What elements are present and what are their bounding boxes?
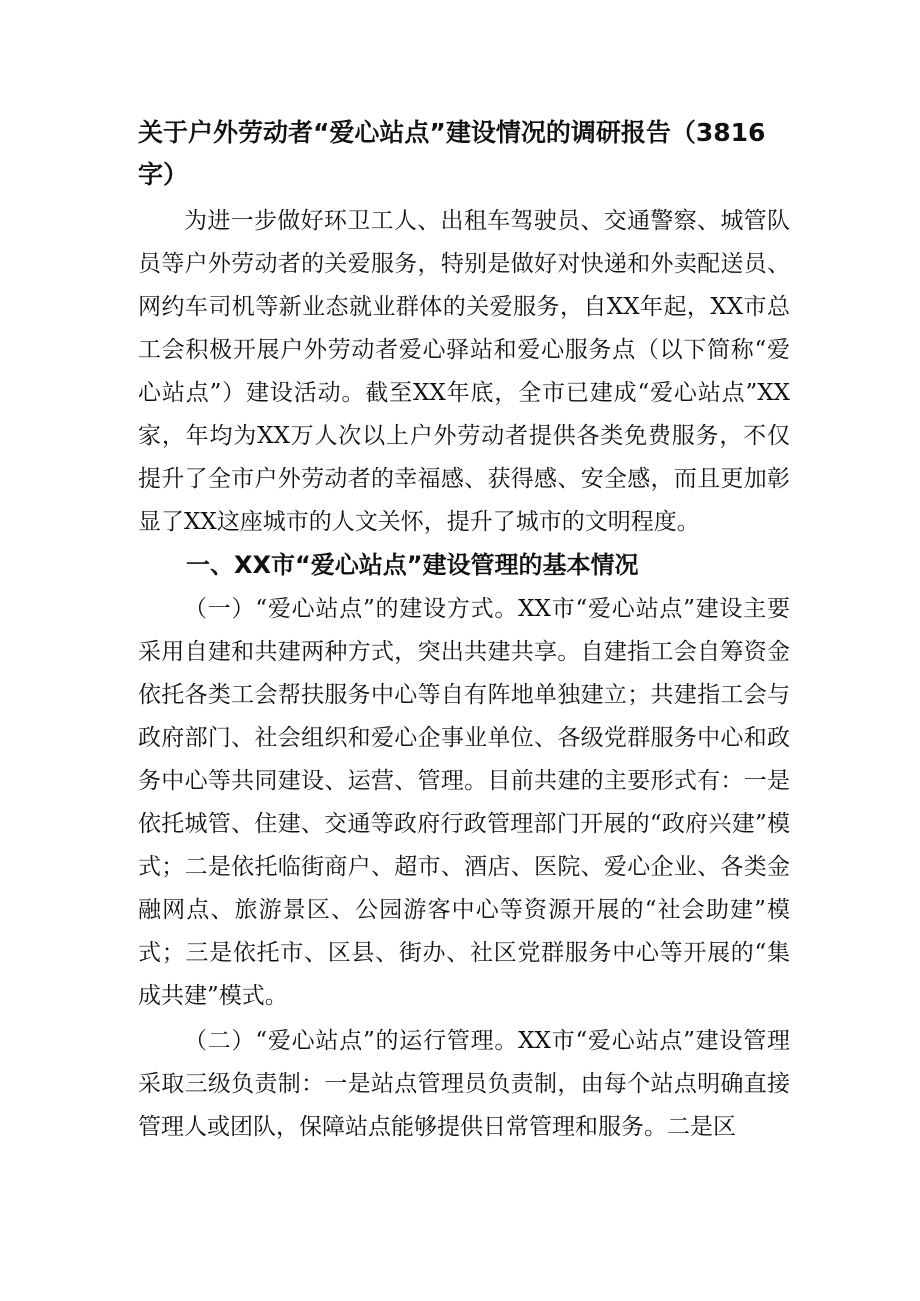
section-heading: 一、XX市“爱心站点”建设管理的基本情况 [186, 551, 639, 579]
section-paragraph-management: （二）“爱心站点”的运行管理。XX市“爱心站点”建设管理采取三级负责制：一是站点管理员负责制，由每个站点明确直接管理人或团队，保障站点能够提供日常管理和服务。二是区 [138, 1028, 790, 1140]
document-title: 关于户外劳动者“爱心站点”建设情况的调研报告（3816字） [138, 118, 766, 189]
intro-paragraph: 为进一步做好环卫工人、出租车驾驶员、交通警察、城管队员等户外劳动者的关爱服务，特别是做好对快递和外卖配送员、网约车司机等新业态就业群体的关爱服务，自XX年起，XX市总工会积极开展户外劳动者爱心驿站和爱心服务点（以下简称“爱心站点”）建设活动。截至XX年底，全市已建成“爱心站点”XX家，年均为XX万人次以上户外劳动者提供各类免费服务，不仅提升了全市户外劳动者的幸福感、获得感、安全感，而且更加彰显了XX这座城市的人文关怀，提升了城市的文明程度。 [138, 208, 790, 535]
section-paragraph-construction: （一）“爱心站点”的建设方式。XX市“爱心站点”建设主要采用自建和共建两种方式，突出共建共享。自建指工会自筹资金依托各类工会帮扶服务中心等自有阵地单独建立；共建指工会与政府部门、社会组织和爱心企事业单位、各级党群服务中心和政务中心等共同建设、运营、管理。目前共建的主要形式有：一是依托城管、住建、交通等政府行政管理部门开展的“政府兴建”模式；二是依托临街商户、超市、酒店、医院、爱心企业、各类金融网点、旅游景区、公园游客中心等资源开展的“社会助建”模式；三是依托市、区县、街办、社区党群服务中心等开展的“集成共建”模式。 [138, 596, 790, 1009]
